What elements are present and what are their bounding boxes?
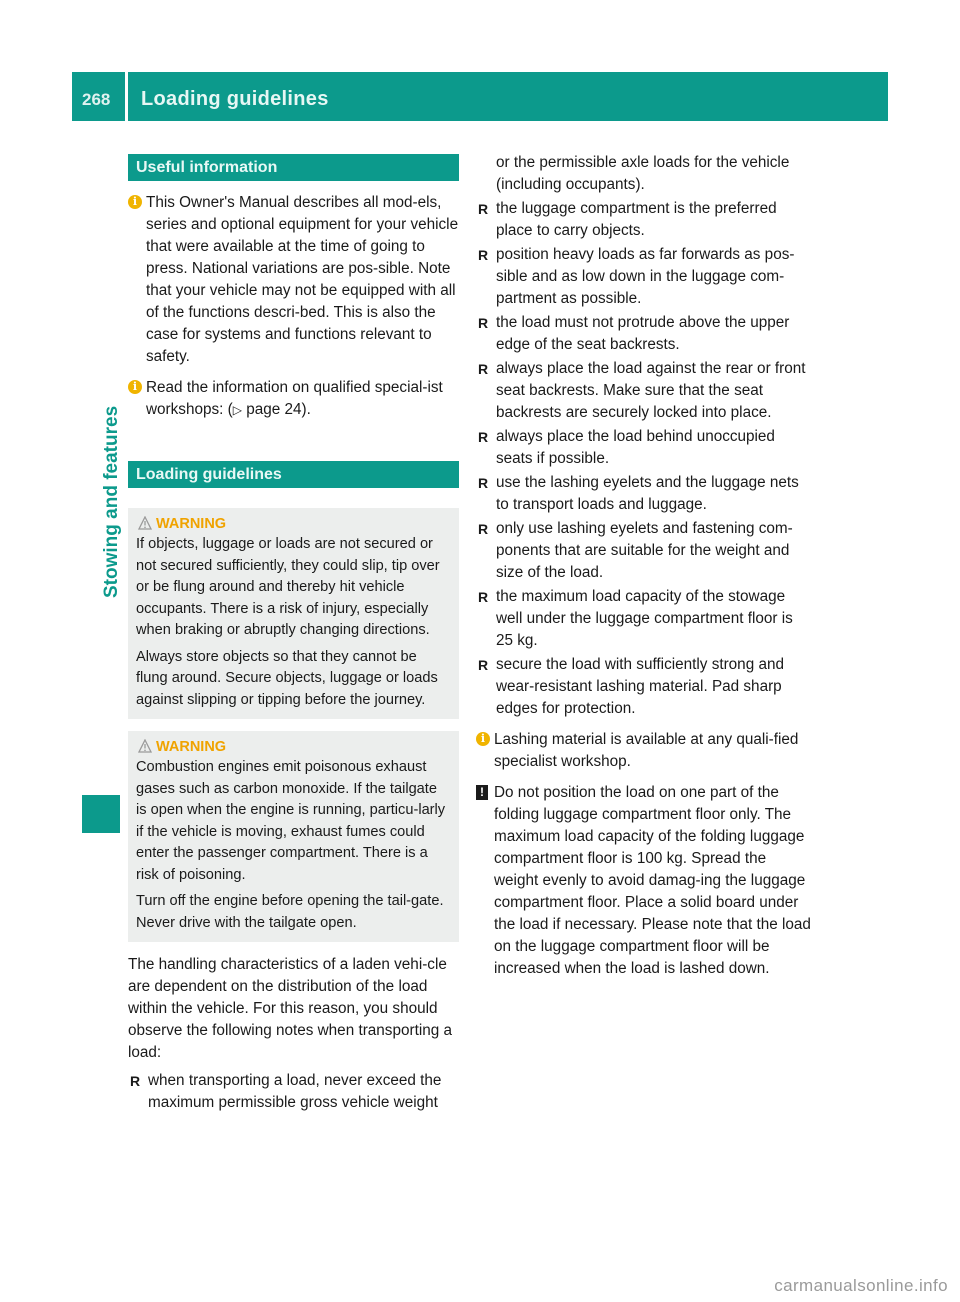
list-item-text: or the permissible axle loads for the vehicle (including occupants). xyxy=(496,154,790,193)
info-icon: i xyxy=(128,380,142,394)
list-item xyxy=(476,244,813,310)
section-heading-loading: Loading guidelines xyxy=(128,461,459,488)
list-item-text: secure the load with sufficiently strong and wear-resistant lashing material. Pad sharp edges for protection. xyxy=(496,656,784,717)
list-item xyxy=(476,586,813,652)
bullet-icon: R xyxy=(478,361,489,377)
list-item-text: the load must not protrude above the upper edge of the seat backrests. xyxy=(496,314,790,353)
side-tab xyxy=(82,128,120,608)
list-item-text: when transporting a load, never exceed the maximum permissible gross vehicle weight xyxy=(148,1072,442,1111)
warning-box xyxy=(128,731,459,942)
list-item-text: the luggage compartment is the preferred place to carry objects. xyxy=(496,200,777,239)
side-tab-label: Stowing and features xyxy=(101,405,122,598)
warning-triangle-icon xyxy=(138,739,152,753)
list-item xyxy=(476,472,813,516)
list-item-continuation xyxy=(476,152,813,196)
list-item-text: position heavy loads as far forwards as pos-sible and as low down in the luggage com-partment as possible. xyxy=(496,246,795,307)
body-paragraph: The handling characteristics of a laden vehi-cle are dependent on the distribution of the load within the vehicle. For this reason, you should observe the following notes when transporting a load: xyxy=(128,956,452,1061)
info-note xyxy=(476,729,813,773)
warning-text: Combustion engines emit poisonous exhaust gases such as carbon monoxide. If the tailgate is open when the engine is running, particu-larly if the vehicle is moving, exhaust fumes could enter the passenger compartment. There is a risk of poisoning. xyxy=(136,759,446,883)
section-heading-useful: Useful information xyxy=(128,154,459,181)
info-note-text: Lashing material is available at any quali-fied specialist workshop. xyxy=(494,731,799,770)
list-item xyxy=(476,358,813,424)
bullet-icon: R xyxy=(478,589,489,605)
right-column xyxy=(476,152,813,980)
page-reference-link[interactable]: page 24). xyxy=(241,401,311,418)
list-item xyxy=(476,312,813,356)
info-note-text: This Owner's Manual describes all mod-els, series and optional equipment for your vehicle that were available at the time of going to press. National variations are pos-sible. Note that your vehicle may not be equipped with all of the functions descri-bed. This is also the case for systems and functions relevant to safety. xyxy=(146,194,459,365)
page-ref-arrow-icon: ▷ xyxy=(232,403,242,417)
list-item xyxy=(476,518,813,584)
bullet-icon: R xyxy=(478,247,489,263)
list-item-text: only use lashing eyelets and fastening com-ponents that are suitable for the weight and size of the load. xyxy=(496,520,793,581)
warning-title: WARNING xyxy=(136,514,451,534)
list-item-text: always place the load against the rear or front seat backrests. Make sure that the seat backrests are securely locked into place. xyxy=(496,360,806,421)
header-separator xyxy=(125,72,128,121)
info-note xyxy=(128,377,459,421)
bullet-icon: R xyxy=(478,429,489,445)
bullet-icon: R xyxy=(478,475,489,491)
bullet-icon: R xyxy=(478,521,489,537)
warning-title: WARNING xyxy=(136,737,451,757)
list-item-text: always place the load behind unoccupied seats if possible. xyxy=(496,428,775,467)
info-note-text: Read the information on qualified special-ist workshops: (▷ page 24). xyxy=(146,379,443,418)
exclamation-icon: ! xyxy=(476,785,488,800)
warning-text: If objects, luggage or loads are not secured or not secured sufficiently, they could slip, tip over or be flung around and thereby hit vehicle occupants. There is a risk of injury, especially when braking or abruptly changing directions. xyxy=(136,536,440,638)
caution-note xyxy=(476,782,813,980)
list-item-text: the maximum load capacity of the stowage well under the luggage compartment floor is 25 kg. xyxy=(496,588,793,649)
left-column xyxy=(128,154,459,1114)
warning-box xyxy=(128,508,459,719)
bullet-icon: R xyxy=(478,657,489,673)
caution-note-text: Do not position the load on one part of the folding luggage compartment floor only. The maximum load capacity of the folding luggage compartment floor is 100 kg. Spread the weight evenly to avoid damag-ing the luggage compartment floor. Place a solid board under the load if necessary. Please note that the load on the luggage compartment floor will be increased when the load is lashed down. xyxy=(494,784,811,977)
info-icon: i xyxy=(128,195,142,209)
bullet-icon: R xyxy=(478,201,489,217)
list-item xyxy=(476,654,813,720)
info-icon: i xyxy=(476,732,490,746)
page-number: 268 xyxy=(82,90,111,109)
list-item xyxy=(476,198,813,242)
warning-triangle-icon xyxy=(138,516,152,530)
list-item-text: use the lashing eyelets and the luggage nets to transport loads and luggage. xyxy=(496,474,799,513)
bullet-list xyxy=(476,198,813,720)
side-marker xyxy=(82,795,120,833)
warning-text: Turn off the engine before opening the tail-gate. Never drive with the tailgate open. xyxy=(136,893,444,931)
bullet-icon: R xyxy=(478,315,489,331)
info-note xyxy=(128,192,459,368)
list-item xyxy=(128,1070,459,1114)
bullet-icon: R xyxy=(130,1073,141,1089)
watermark: carmanualsonline.info xyxy=(774,1276,948,1295)
list-item xyxy=(476,426,813,470)
page-title: Loading guidelines xyxy=(141,88,329,110)
warning-text: Always store objects so that they cannot be flung around. Secure objects, luggage or loads against slipping or tipping before the journey. xyxy=(136,648,438,708)
